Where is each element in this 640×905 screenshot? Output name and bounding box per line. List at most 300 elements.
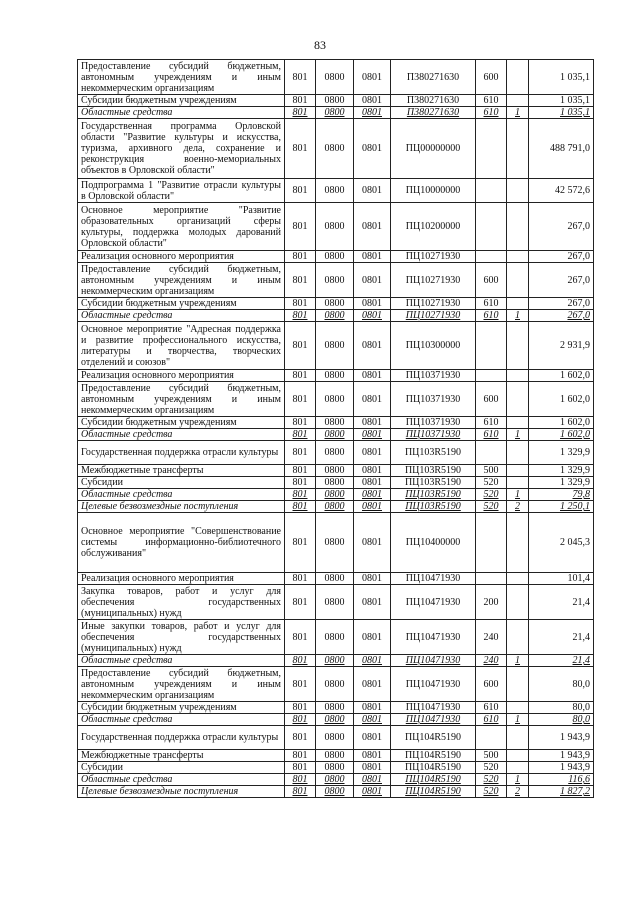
row-name: Основное мероприятие "Совершенствование системы информационно-библиотечного обслуживания" bbox=[78, 513, 285, 573]
row-subsection-code: 0801 bbox=[354, 417, 391, 429]
row-funding-source bbox=[507, 620, 529, 655]
row-target-article: ПЦ10471930 bbox=[391, 620, 476, 655]
row-ved-code: 801 bbox=[285, 310, 316, 322]
row-name: Реализация основного мероприятия bbox=[78, 573, 285, 585]
row-name: Государственная поддержка отрасли культуры bbox=[78, 726, 285, 750]
row-funding-source bbox=[507, 417, 529, 429]
row-section-code: 0800 bbox=[316, 263, 354, 298]
row-subsection-code: 0801 bbox=[354, 179, 391, 203]
row-amount: 1 329,9 bbox=[529, 441, 594, 465]
row-expense-type: 600 bbox=[476, 667, 507, 702]
row-expense-type bbox=[476, 119, 507, 179]
table-row bbox=[78, 714, 594, 726]
row-amount: 2 931,9 bbox=[529, 322, 594, 370]
row-section-code: 0800 bbox=[316, 322, 354, 370]
row-target-article: ПЦ104R5190 bbox=[391, 774, 476, 786]
row-name: Областные средства bbox=[78, 429, 285, 441]
row-expense-type bbox=[476, 441, 507, 465]
table-row bbox=[78, 465, 594, 477]
row-funding-source: 1 bbox=[507, 655, 529, 667]
row-funding-source bbox=[507, 179, 529, 203]
table-row bbox=[78, 95, 594, 107]
row-funding-source bbox=[507, 726, 529, 750]
row-section-code: 0800 bbox=[316, 726, 354, 750]
row-section-code: 0800 bbox=[316, 179, 354, 203]
row-expense-type: 240 bbox=[476, 655, 507, 667]
row-name: Предоставление субсидий бюджетным, автономным учреждениям и иным некоммерческим организациям bbox=[78, 667, 285, 702]
table-row bbox=[78, 702, 594, 714]
table-row bbox=[78, 119, 594, 179]
row-funding-source bbox=[507, 60, 529, 95]
row-name: Закупка товаров, работ и услуг для обеспечения государственных (муниципальных) нужд bbox=[78, 585, 285, 620]
row-name: Областные средства bbox=[78, 489, 285, 501]
row-amount: 1 329,9 bbox=[529, 477, 594, 489]
row-amount: 1 943,9 bbox=[529, 726, 594, 750]
row-ved-code: 801 bbox=[285, 382, 316, 417]
row-amount: 1 035,1 bbox=[529, 107, 594, 119]
row-section-code: 0800 bbox=[316, 750, 354, 762]
row-funding-source bbox=[507, 263, 529, 298]
row-target-article: ПЦ00000000 bbox=[391, 119, 476, 179]
row-name: Областные средства bbox=[78, 655, 285, 667]
row-name: Реализация основного мероприятия bbox=[78, 370, 285, 382]
row-name: Иные закупки товаров, работ и услуг для обеспечения государственных (муниципальных) нужд bbox=[78, 620, 285, 655]
row-target-article: ПЦ10271930 bbox=[391, 251, 476, 263]
row-expense-type bbox=[476, 322, 507, 370]
row-funding-source: 1 bbox=[507, 429, 529, 441]
row-expense-type: 610 bbox=[476, 310, 507, 322]
row-subsection-code: 0801 bbox=[354, 726, 391, 750]
row-ved-code: 801 bbox=[285, 655, 316, 667]
row-section-code: 0800 bbox=[316, 786, 354, 798]
row-funding-source bbox=[507, 573, 529, 585]
row-subsection-code: 0801 bbox=[354, 203, 391, 251]
row-ved-code: 801 bbox=[285, 774, 316, 786]
row-funding-source bbox=[507, 762, 529, 774]
row-name: Областные средства bbox=[78, 714, 285, 726]
row-name: Подпрограмма 1 "Развитие отрасли культуры в Орловской области" bbox=[78, 179, 285, 203]
row-name: Предоставление субсидий бюджетным, автономным учреждениям и иным некоммерческим организациям bbox=[78, 382, 285, 417]
row-ved-code: 801 bbox=[285, 417, 316, 429]
row-name: Межбюджетные трансферты bbox=[78, 750, 285, 762]
row-name: Основное мероприятие "Адресная поддержка и развитие профессионального искусства, литературы и творчества, творческих отделений и союзов" bbox=[78, 322, 285, 370]
row-name: Межбюджетные трансферты bbox=[78, 465, 285, 477]
row-ved-code: 801 bbox=[285, 620, 316, 655]
row-expense-type: 520 bbox=[476, 477, 507, 489]
row-expense-type: 500 bbox=[476, 465, 507, 477]
row-expense-type: 520 bbox=[476, 762, 507, 774]
row-funding-source bbox=[507, 119, 529, 179]
table-row bbox=[78, 322, 594, 370]
row-funding-source: 1 bbox=[507, 774, 529, 786]
row-target-article: ПЦ10471930 bbox=[391, 573, 476, 585]
row-ved-code: 801 bbox=[285, 119, 316, 179]
table-row bbox=[78, 585, 594, 620]
row-expense-type bbox=[476, 726, 507, 750]
row-section-code: 0800 bbox=[316, 107, 354, 119]
row-amount: 1 250,1 bbox=[529, 501, 594, 513]
row-amount: 2 045,3 bbox=[529, 513, 594, 573]
row-section-code: 0800 bbox=[316, 119, 354, 179]
row-target-article: ПЦ10000000 bbox=[391, 179, 476, 203]
row-target-article: ПЦ104R5190 bbox=[391, 786, 476, 798]
row-amount: 79,8 bbox=[529, 489, 594, 501]
row-funding-source: 1 bbox=[507, 714, 529, 726]
row-ved-code: 801 bbox=[285, 60, 316, 95]
row-subsection-code: 0801 bbox=[354, 322, 391, 370]
row-expense-type bbox=[476, 513, 507, 573]
row-subsection-code: 0801 bbox=[354, 429, 391, 441]
row-ved-code: 801 bbox=[285, 477, 316, 489]
row-name: Предоставление субсидий бюджетным, автономным учреждениям и иным некоммерческим организациям bbox=[78, 60, 285, 95]
row-ved-code: 801 bbox=[285, 667, 316, 702]
row-amount: 267,0 bbox=[529, 263, 594, 298]
row-ved-code: 801 bbox=[285, 489, 316, 501]
row-expense-type: 600 bbox=[476, 382, 507, 417]
table-row bbox=[78, 620, 594, 655]
row-expense-type bbox=[476, 179, 507, 203]
row-subsection-code: 0801 bbox=[354, 620, 391, 655]
row-target-article: ПЦ10471930 bbox=[391, 655, 476, 667]
row-name: Областные средства bbox=[78, 107, 285, 119]
table-row bbox=[78, 203, 594, 251]
row-section-code: 0800 bbox=[316, 702, 354, 714]
row-name: Субсидии бюджетным учреждениям bbox=[78, 95, 285, 107]
row-subsection-code: 0801 bbox=[354, 95, 391, 107]
row-name: Субсидии bbox=[78, 762, 285, 774]
table-row bbox=[78, 786, 594, 798]
row-name: Субсидии бюджетным учреждениям bbox=[78, 702, 285, 714]
row-target-article: П380271630 bbox=[391, 60, 476, 95]
row-subsection-code: 0801 bbox=[354, 655, 391, 667]
row-subsection-code: 0801 bbox=[354, 489, 391, 501]
row-ved-code: 801 bbox=[285, 585, 316, 620]
page-number: 83 bbox=[314, 38, 326, 52]
row-expense-type bbox=[476, 370, 507, 382]
row-target-article: ПЦ10200000 bbox=[391, 203, 476, 251]
row-amount: 267,0 bbox=[529, 298, 594, 310]
table-row bbox=[78, 750, 594, 762]
row-funding-source bbox=[507, 702, 529, 714]
row-subsection-code: 0801 bbox=[354, 477, 391, 489]
row-expense-type: 600 bbox=[476, 60, 507, 95]
row-ved-code: 801 bbox=[285, 429, 316, 441]
table-row bbox=[78, 489, 594, 501]
table-row bbox=[78, 501, 594, 513]
table-row bbox=[78, 429, 594, 441]
row-section-code: 0800 bbox=[316, 489, 354, 501]
row-target-article: ПЦ104R5190 bbox=[391, 762, 476, 774]
table-row bbox=[78, 298, 594, 310]
table-row bbox=[78, 382, 594, 417]
table-row bbox=[78, 263, 594, 298]
row-amount: 1 943,9 bbox=[529, 762, 594, 774]
row-name: Основное мероприятие "Развитие образовательных организаций сферы культуры, поддержка молодых дарований Орловской области" bbox=[78, 203, 285, 251]
row-expense-type: 610 bbox=[476, 429, 507, 441]
table-row bbox=[78, 310, 594, 322]
row-funding-source bbox=[507, 513, 529, 573]
row-section-code: 0800 bbox=[316, 298, 354, 310]
row-ved-code: 801 bbox=[285, 107, 316, 119]
row-subsection-code: 0801 bbox=[354, 667, 391, 702]
row-target-article: ПЦ103R5190 bbox=[391, 489, 476, 501]
row-funding-source: 2 bbox=[507, 786, 529, 798]
row-target-article: ПЦ103R5190 bbox=[391, 465, 476, 477]
row-amount: 267,0 bbox=[529, 251, 594, 263]
row-funding-source bbox=[507, 465, 529, 477]
row-section-code: 0800 bbox=[316, 762, 354, 774]
row-subsection-code: 0801 bbox=[354, 107, 391, 119]
row-ved-code: 801 bbox=[285, 370, 316, 382]
row-funding-source bbox=[507, 203, 529, 251]
row-name: Субсидии бюджетным учреждениям bbox=[78, 298, 285, 310]
table-row bbox=[78, 441, 594, 465]
row-target-article: ПЦ10371930 bbox=[391, 429, 476, 441]
row-target-article: ПЦ10400000 bbox=[391, 513, 476, 573]
row-ved-code: 801 bbox=[285, 251, 316, 263]
row-target-article: П380271630 bbox=[391, 107, 476, 119]
row-amount: 1 602,0 bbox=[529, 370, 594, 382]
row-funding-source: 1 bbox=[507, 489, 529, 501]
row-section-code: 0800 bbox=[316, 251, 354, 263]
row-name: Целевые безвозмездные поступления bbox=[78, 786, 285, 798]
row-ved-code: 801 bbox=[285, 726, 316, 750]
table-row bbox=[78, 573, 594, 585]
row-subsection-code: 0801 bbox=[354, 298, 391, 310]
row-subsection-code: 0801 bbox=[354, 310, 391, 322]
table-row bbox=[78, 774, 594, 786]
row-expense-type bbox=[476, 251, 507, 263]
row-subsection-code: 0801 bbox=[354, 263, 391, 298]
row-name: Целевые безвозмездные поступления bbox=[78, 501, 285, 513]
row-target-article: ПЦ104R5190 bbox=[391, 750, 476, 762]
row-target-article: ПЦ10300000 bbox=[391, 322, 476, 370]
row-expense-type: 600 bbox=[476, 263, 507, 298]
row-ved-code: 801 bbox=[285, 298, 316, 310]
row-funding-source bbox=[507, 667, 529, 702]
row-section-code: 0800 bbox=[316, 203, 354, 251]
row-subsection-code: 0801 bbox=[354, 573, 391, 585]
row-target-article: ПЦ103R5190 bbox=[391, 477, 476, 489]
row-ved-code: 801 bbox=[285, 750, 316, 762]
row-amount: 267,0 bbox=[529, 203, 594, 251]
row-ved-code: 801 bbox=[285, 322, 316, 370]
row-subsection-code: 0801 bbox=[354, 750, 391, 762]
row-subsection-code: 0801 bbox=[354, 60, 391, 95]
table-row bbox=[78, 179, 594, 203]
row-section-code: 0800 bbox=[316, 60, 354, 95]
table-row bbox=[78, 667, 594, 702]
row-subsection-code: 0801 bbox=[354, 370, 391, 382]
row-funding-source bbox=[507, 95, 529, 107]
table-row bbox=[78, 762, 594, 774]
table-row bbox=[78, 477, 594, 489]
row-expense-type bbox=[476, 203, 507, 251]
row-funding-source bbox=[507, 477, 529, 489]
row-amount: 1 035,1 bbox=[529, 95, 594, 107]
row-target-article: ПЦ10271930 bbox=[391, 298, 476, 310]
row-section-code: 0800 bbox=[316, 655, 354, 667]
row-section-code: 0800 bbox=[316, 714, 354, 726]
row-amount: 21,4 bbox=[529, 620, 594, 655]
row-subsection-code: 0801 bbox=[354, 702, 391, 714]
table-row bbox=[78, 107, 594, 119]
row-subsection-code: 0801 bbox=[354, 465, 391, 477]
row-section-code: 0800 bbox=[316, 573, 354, 585]
row-ved-code: 801 bbox=[285, 203, 316, 251]
row-section-code: 0800 bbox=[316, 417, 354, 429]
table-row bbox=[78, 251, 594, 263]
row-amount: 1 943,9 bbox=[529, 750, 594, 762]
row-funding-source: 1 bbox=[507, 107, 529, 119]
row-ved-code: 801 bbox=[285, 501, 316, 513]
row-target-article: ПЦ10371930 bbox=[391, 370, 476, 382]
row-expense-type: 200 bbox=[476, 585, 507, 620]
row-subsection-code: 0801 bbox=[354, 762, 391, 774]
row-ved-code: 801 bbox=[285, 786, 316, 798]
row-expense-type: 520 bbox=[476, 786, 507, 798]
row-target-article: ПЦ103R5190 bbox=[391, 441, 476, 465]
row-target-article: ПЦ104R5190 bbox=[391, 726, 476, 750]
row-section-code: 0800 bbox=[316, 310, 354, 322]
row-expense-type: 520 bbox=[476, 501, 507, 513]
row-target-article: П380271630 bbox=[391, 95, 476, 107]
row-name: Субсидии bbox=[78, 477, 285, 489]
row-subsection-code: 0801 bbox=[354, 251, 391, 263]
row-target-article: ПЦ10471930 bbox=[391, 714, 476, 726]
row-subsection-code: 0801 bbox=[354, 774, 391, 786]
row-expense-type: 520 bbox=[476, 489, 507, 501]
row-amount: 21,4 bbox=[529, 585, 594, 620]
row-funding-source bbox=[507, 441, 529, 465]
row-amount: 1 602,0 bbox=[529, 429, 594, 441]
row-expense-type: 610 bbox=[476, 417, 507, 429]
table-row bbox=[78, 417, 594, 429]
row-target-article: ПЦ10371930 bbox=[391, 417, 476, 429]
row-section-code: 0800 bbox=[316, 667, 354, 702]
row-section-code: 0800 bbox=[316, 382, 354, 417]
row-amount: 80,0 bbox=[529, 714, 594, 726]
row-ved-code: 801 bbox=[285, 263, 316, 298]
row-section-code: 0800 bbox=[316, 95, 354, 107]
row-section-code: 0800 bbox=[316, 370, 354, 382]
row-target-article: ПЦ103R5190 bbox=[391, 501, 476, 513]
row-section-code: 0800 bbox=[316, 501, 354, 513]
budget-table bbox=[77, 59, 594, 798]
row-funding-source bbox=[507, 298, 529, 310]
row-ved-code: 801 bbox=[285, 762, 316, 774]
row-amount: 1 827,2 bbox=[529, 786, 594, 798]
row-subsection-code: 0801 bbox=[354, 513, 391, 573]
row-amount: 21,4 bbox=[529, 655, 594, 667]
row-amount: 42 572,6 bbox=[529, 179, 594, 203]
row-section-code: 0800 bbox=[316, 477, 354, 489]
row-ved-code: 801 bbox=[285, 465, 316, 477]
row-expense-type: 520 bbox=[476, 774, 507, 786]
row-target-article: ПЦ10271930 bbox=[391, 263, 476, 298]
row-funding-source: 1 bbox=[507, 310, 529, 322]
row-subsection-code: 0801 bbox=[354, 382, 391, 417]
row-name: Реализация основного мероприятия bbox=[78, 251, 285, 263]
row-name: Государственная программа Орловской области "Развитие культуры и искусства, туризма, архивного дела, сохранение и реконструкция военно-мемориальных объектов в Орловской области" bbox=[78, 119, 285, 179]
row-ved-code: 801 bbox=[285, 441, 316, 465]
row-target-article: ПЦ10471930 bbox=[391, 702, 476, 714]
row-funding-source bbox=[507, 382, 529, 417]
row-funding-source bbox=[507, 251, 529, 263]
row-amount: 1 329,9 bbox=[529, 465, 594, 477]
row-amount: 267,0 bbox=[529, 310, 594, 322]
row-expense-type bbox=[476, 573, 507, 585]
row-amount: 101,4 bbox=[529, 573, 594, 585]
row-expense-type: 610 bbox=[476, 714, 507, 726]
row-section-code: 0800 bbox=[316, 620, 354, 655]
row-target-article: ПЦ10371930 bbox=[391, 382, 476, 417]
row-amount: 80,0 bbox=[529, 702, 594, 714]
row-subsection-code: 0801 bbox=[354, 585, 391, 620]
row-section-code: 0800 bbox=[316, 465, 354, 477]
row-expense-type: 610 bbox=[476, 95, 507, 107]
row-subsection-code: 0801 bbox=[354, 441, 391, 465]
row-subsection-code: 0801 bbox=[354, 786, 391, 798]
row-subsection-code: 0801 bbox=[354, 714, 391, 726]
row-name: Государственная поддержка отрасли культуры bbox=[78, 441, 285, 465]
row-funding-source bbox=[507, 585, 529, 620]
row-funding-source bbox=[507, 750, 529, 762]
row-ved-code: 801 bbox=[285, 179, 316, 203]
row-amount: 80,0 bbox=[529, 667, 594, 702]
row-target-article: ПЦ10271930 bbox=[391, 310, 476, 322]
row-funding-source bbox=[507, 370, 529, 382]
table-row bbox=[78, 513, 594, 573]
row-amount: 1 602,0 bbox=[529, 417, 594, 429]
table-row bbox=[78, 726, 594, 750]
row-name: Предоставление субсидий бюджетным, автономным учреждениям и иным некоммерческим организациям bbox=[78, 263, 285, 298]
table-row bbox=[78, 655, 594, 667]
row-expense-type: 240 bbox=[476, 620, 507, 655]
row-ved-code: 801 bbox=[285, 702, 316, 714]
row-ved-code: 801 bbox=[285, 573, 316, 585]
row-section-code: 0800 bbox=[316, 513, 354, 573]
row-ved-code: 801 bbox=[285, 513, 316, 573]
row-ved-code: 801 bbox=[285, 714, 316, 726]
row-subsection-code: 0801 bbox=[354, 119, 391, 179]
row-section-code: 0800 bbox=[316, 585, 354, 620]
row-amount: 1 035,1 bbox=[529, 60, 594, 95]
row-expense-type: 610 bbox=[476, 107, 507, 119]
row-name: Областные средства bbox=[78, 310, 285, 322]
row-amount: 116,6 bbox=[529, 774, 594, 786]
row-section-code: 0800 bbox=[316, 429, 354, 441]
row-target-article: ПЦ10471930 bbox=[391, 585, 476, 620]
row-section-code: 0800 bbox=[316, 441, 354, 465]
table-row bbox=[78, 60, 594, 95]
row-subsection-code: 0801 bbox=[354, 501, 391, 513]
row-name: Областные средства bbox=[78, 774, 285, 786]
row-expense-type: 610 bbox=[476, 298, 507, 310]
row-name: Субсидии бюджетным учреждениям bbox=[78, 417, 285, 429]
row-amount: 1 602,0 bbox=[529, 382, 594, 417]
row-funding-source: 2 bbox=[507, 501, 529, 513]
row-expense-type: 610 bbox=[476, 702, 507, 714]
row-target-article: ПЦ10471930 bbox=[391, 667, 476, 702]
row-amount: 488 791,0 bbox=[529, 119, 594, 179]
row-funding-source bbox=[507, 322, 529, 370]
table-row bbox=[78, 370, 594, 382]
row-expense-type: 500 bbox=[476, 750, 507, 762]
budget-table-body bbox=[78, 60, 594, 798]
row-section-code: 0800 bbox=[316, 774, 354, 786]
row-ved-code: 801 bbox=[285, 95, 316, 107]
